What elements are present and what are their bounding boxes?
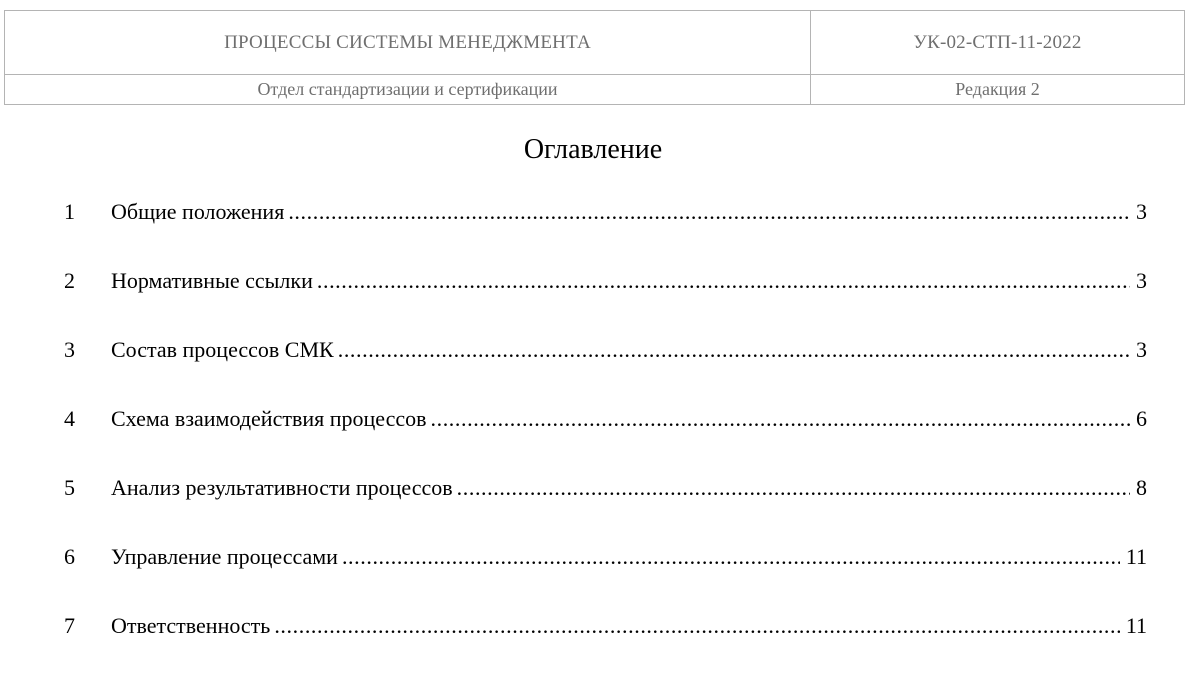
toc-entry[interactable]: [0, 261, 1200, 330]
toc-dot-leader: [288, 192, 1130, 232]
toc-entry-number: 7: [64, 613, 75, 638]
toc-entry[interactable]: [0, 537, 1200, 606]
document-header-table: [4, 10, 1185, 105]
table-of-contents: [0, 192, 1200, 675]
toc-entry-page[interactable]: 11: [1125, 613, 1147, 638]
toc-entry-title[interactable]: Управление процессами: [111, 544, 338, 569]
toc-entry[interactable]: [0, 468, 1200, 537]
toc-entry-number: 3: [64, 337, 75, 362]
header-edition: Редакция 2: [811, 75, 1185, 105]
toc-entry-page[interactable]: 8: [1136, 475, 1147, 500]
toc-dot-leader: [274, 606, 1119, 646]
toc-entry-page[interactable]: 11: [1125, 544, 1147, 569]
header-title: ПРОЦЕССЫ СИСТЕМЫ МЕНЕДЖМЕНТА: [5, 11, 811, 75]
toc-entry-page[interactable]: 3: [1136, 268, 1147, 293]
toc-entry-number: 2: [64, 268, 75, 293]
toc-entry-page[interactable]: 3: [1136, 337, 1147, 362]
toc-entry-title[interactable]: Нормативные ссылки: [111, 268, 313, 293]
toc-entry[interactable]: [0, 399, 1200, 468]
toc-dot-leader: [342, 537, 1120, 577]
toc-title: Оглавление: [523, 134, 663, 165]
toc-entry-number: 6: [64, 544, 75, 569]
toc-entry-title[interactable]: Ответственность: [111, 613, 271, 638]
toc-entry[interactable]: [0, 192, 1200, 261]
header-doc-code: УК-02-СТП-11-2022: [811, 11, 1185, 75]
toc-entry-number: 1: [64, 199, 75, 224]
toc-entry-page[interactable]: 6: [1136, 406, 1147, 431]
toc-entry-title[interactable]: Схема взаимодействия процессов: [111, 406, 427, 431]
header-department: Отдел стандартизации и сертификации: [5, 75, 811, 105]
toc-dot-leader: [457, 468, 1130, 508]
toc-entry-page[interactable]: 3: [1136, 199, 1147, 224]
toc-entry-number: 4: [64, 406, 75, 431]
toc-dot-leader: [317, 261, 1130, 301]
toc-entry-title[interactable]: Состав процессов СМК: [111, 337, 334, 362]
toc-entry-title[interactable]: Анализ результативности процессов: [111, 475, 453, 500]
toc-dot-leader: [338, 330, 1130, 370]
toc-entry[interactable]: [0, 606, 1200, 675]
toc-entry[interactable]: [0, 330, 1200, 399]
toc-entry-number: 5: [64, 475, 75, 500]
toc-entry-title[interactable]: Общие положения: [111, 199, 285, 224]
toc-dot-leader: [431, 399, 1131, 439]
